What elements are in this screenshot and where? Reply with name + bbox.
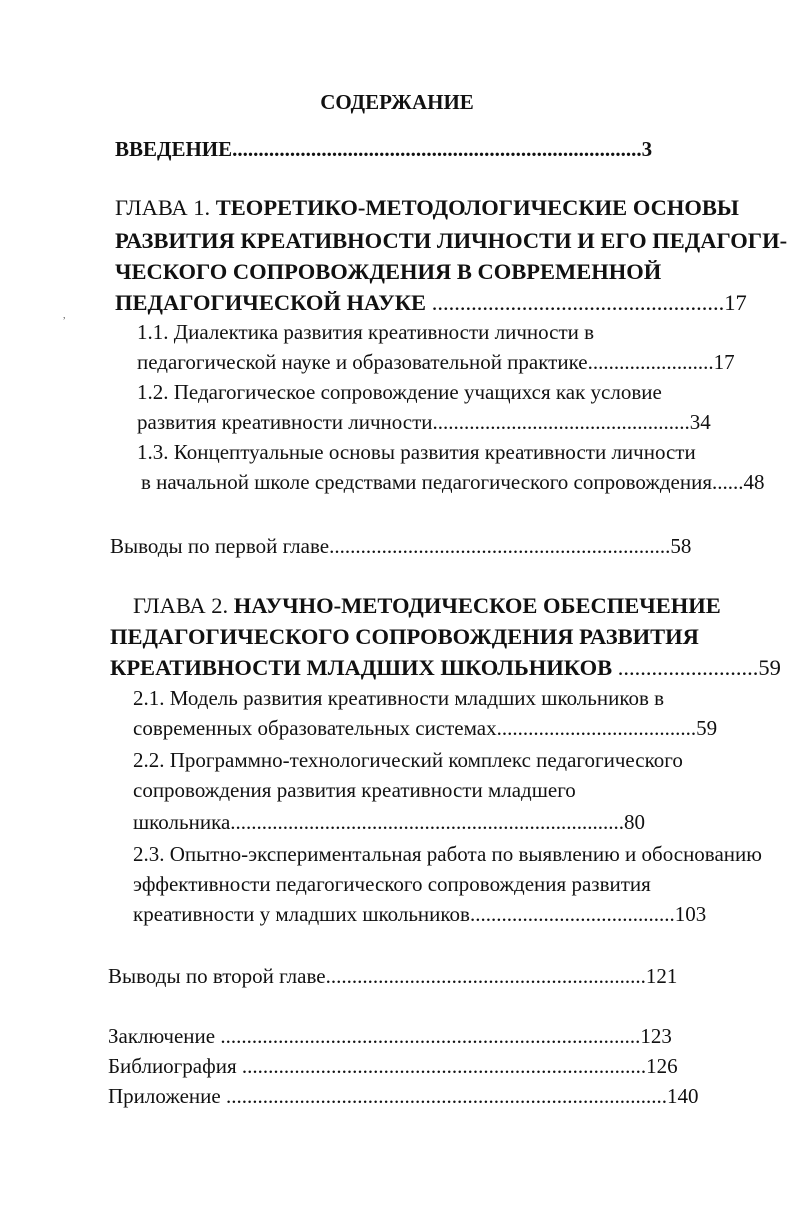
toc-section-2-1-line-1: 2.1. Модель развития креативности младших школьников в [133, 686, 665, 710]
toc-leader-dots: ............................................................... [329, 534, 660, 558]
toc-entry-section-1-3[interactable] [141, 468, 765, 496]
toc-section-1-1-line-1: 1.1. Диалектика развития креативности личности в [137, 320, 595, 344]
toc-entry-appendix[interactable] [108, 1082, 724, 1110]
chapter2-label: ГЛАВА 2. [133, 593, 234, 618]
toc-leader-dots: ......................... [612, 655, 759, 680]
toc-entry-section-1-2[interactable] [137, 408, 735, 436]
toc-page-number: 126 [646, 1054, 678, 1078]
toc-leader-dots: ........................ [587, 350, 714, 374]
toc-page-number: 123 [640, 1024, 672, 1048]
toc-entry-text: Выводы по первой главе [110, 534, 330, 558]
toc-page-number: 17 [713, 350, 735, 374]
toc-entry-section-2-3[interactable] [133, 900, 725, 928]
toc-page-number: 48 [743, 470, 765, 494]
toc-entry-text: ВВЕДЕНИЕ [115, 137, 233, 161]
toc-page-number: ..59 [685, 716, 718, 740]
toc-entry-text: в начальной школе средствами педагогического сопровождения [141, 470, 712, 494]
toc-page-number: ...140 [651, 1084, 699, 1108]
toc-page-number: 3 [641, 137, 653, 161]
toc-section-2-2-line-2: сопровождения развития креативности младшего [133, 778, 576, 802]
toc-leader-dots: ........................................................................... [230, 810, 625, 834]
toc-leader-dots: .............................................................................. [232, 137, 642, 161]
toc-leader-dots: ............................................... [432, 410, 680, 434]
toc-entry-text: КРЕАТИВНОСТИ МЛАДШИХ ШКОЛЬНИКОВ [110, 655, 613, 680]
chapter1-heading-line-2: РАЗВИТИЯ КРЕАТИВНОСТИ ЛИЧНОСТИ И ЕГО ПЕДАГОГИ- [115, 228, 788, 253]
chapter1-heading-line-3: ЧЕСКОГО СОПРОВОЖДЕНИЯ В СОВРЕМЕННОЙ [115, 259, 662, 284]
toc-entry-text: Библиография [108, 1054, 237, 1078]
toc-page-number: 103 [674, 902, 707, 926]
toc-entry-text: школьника [133, 810, 231, 834]
toc-page-number: ..17 [712, 290, 747, 315]
toc-entry-text: Выводы по второй главе [108, 964, 326, 988]
toc-entry-bibliography[interactable] [108, 1052, 724, 1080]
toc-leader-dots: ............................................................. [325, 964, 646, 988]
toc-page-number: 59 [758, 655, 781, 680]
toc-page-number: ..58 [659, 534, 692, 558]
toc-entry-introduction[interactable] [115, 135, 735, 163]
toc-entry-text: педагогической науке и образовательной практике [137, 350, 588, 374]
toc-section-1-2-line-1: 1.2. Педагогическое сопровождение учащихся как условие [137, 380, 662, 404]
toc-entry-text: Приложение [108, 1084, 221, 1108]
toc-entry-conclusions-chapter2[interactable] [108, 962, 726, 990]
toc-entry-conclusion[interactable] [108, 1022, 724, 1050]
toc-entry-text: креативности у младших школьников [133, 902, 470, 926]
toc-entry-text: развития креативности личности [137, 410, 433, 434]
chapter1-title-part: ТЕОРЕТИКО-МЕТОДОЛОГИЧЕСКИЕ ОСНОВЫ [215, 195, 739, 220]
chapter1-heading-line-1[interactable] [115, 192, 755, 224]
toc-leader-dots: ................................................................................. [220, 1084, 652, 1108]
toc-entry-chapter1[interactable] [115, 287, 747, 319]
chapter2-title-part: НАУЧНО-МЕТОДИЧЕСКОЕ ОБЕСПЕЧЕНИЕ [233, 593, 721, 618]
toc-entry-chapter2[interactable] [110, 652, 781, 684]
chapter2-heading-line-1[interactable] [133, 590, 753, 622]
toc-section-2-2-line-1: 2.2. Программно-технологический комплекс педагогического [133, 748, 683, 772]
chapter2-heading-line-2: ПЕДАГОГИЧЕСКОГО СОПРОВОЖДЕНИЯ РАЗВИТИЯ [110, 624, 699, 649]
toc-leader-dots: ....................................... [469, 902, 675, 926]
toc-entry-section-1-1[interactable] [137, 348, 735, 376]
toc-section-1-3-line-1: 1.3. Концептуальные основы развития креативности личности [137, 440, 696, 464]
toc-entry-section-2-1[interactable] [133, 714, 726, 742]
toc-page-number: 121 [645, 964, 678, 988]
toc-section-2-3-line-1: 2.3. Опытно-экспериментальная работа по выявлению и обоснованию [133, 842, 762, 866]
page-title: СОДЕРЖАНИЕ [320, 90, 474, 114]
toc-entry-text: современных образовательных системах [133, 716, 497, 740]
chapter1-label: ГЛАВА 1. [115, 195, 216, 220]
toc-leader-dots: ............................................................................. [236, 1054, 647, 1078]
toc-page-number: 80 [624, 810, 646, 834]
toc-section-2-3-line-2: эффективности педагогического сопровождения развития [133, 872, 651, 896]
toc-leader-dots: ...... [712, 470, 744, 494]
toc-entry-text: ПЕДАГОГИЧЕСКОЙ НАУКЕ [115, 290, 427, 315]
toc-entry-conclusions-chapter1[interactable] [110, 532, 730, 560]
stray-mark: , [63, 310, 66, 321]
toc-entry-text: Заключение [108, 1024, 216, 1048]
toc-page-number: ..34 [679, 410, 711, 434]
toc-leader-dots: .................................... [496, 716, 686, 740]
toc-entry-section-2-2[interactable] [133, 808, 726, 836]
toc-leader-dots: .................................................. [426, 290, 713, 315]
toc-leader-dots: ................................................................................ [215, 1024, 641, 1048]
